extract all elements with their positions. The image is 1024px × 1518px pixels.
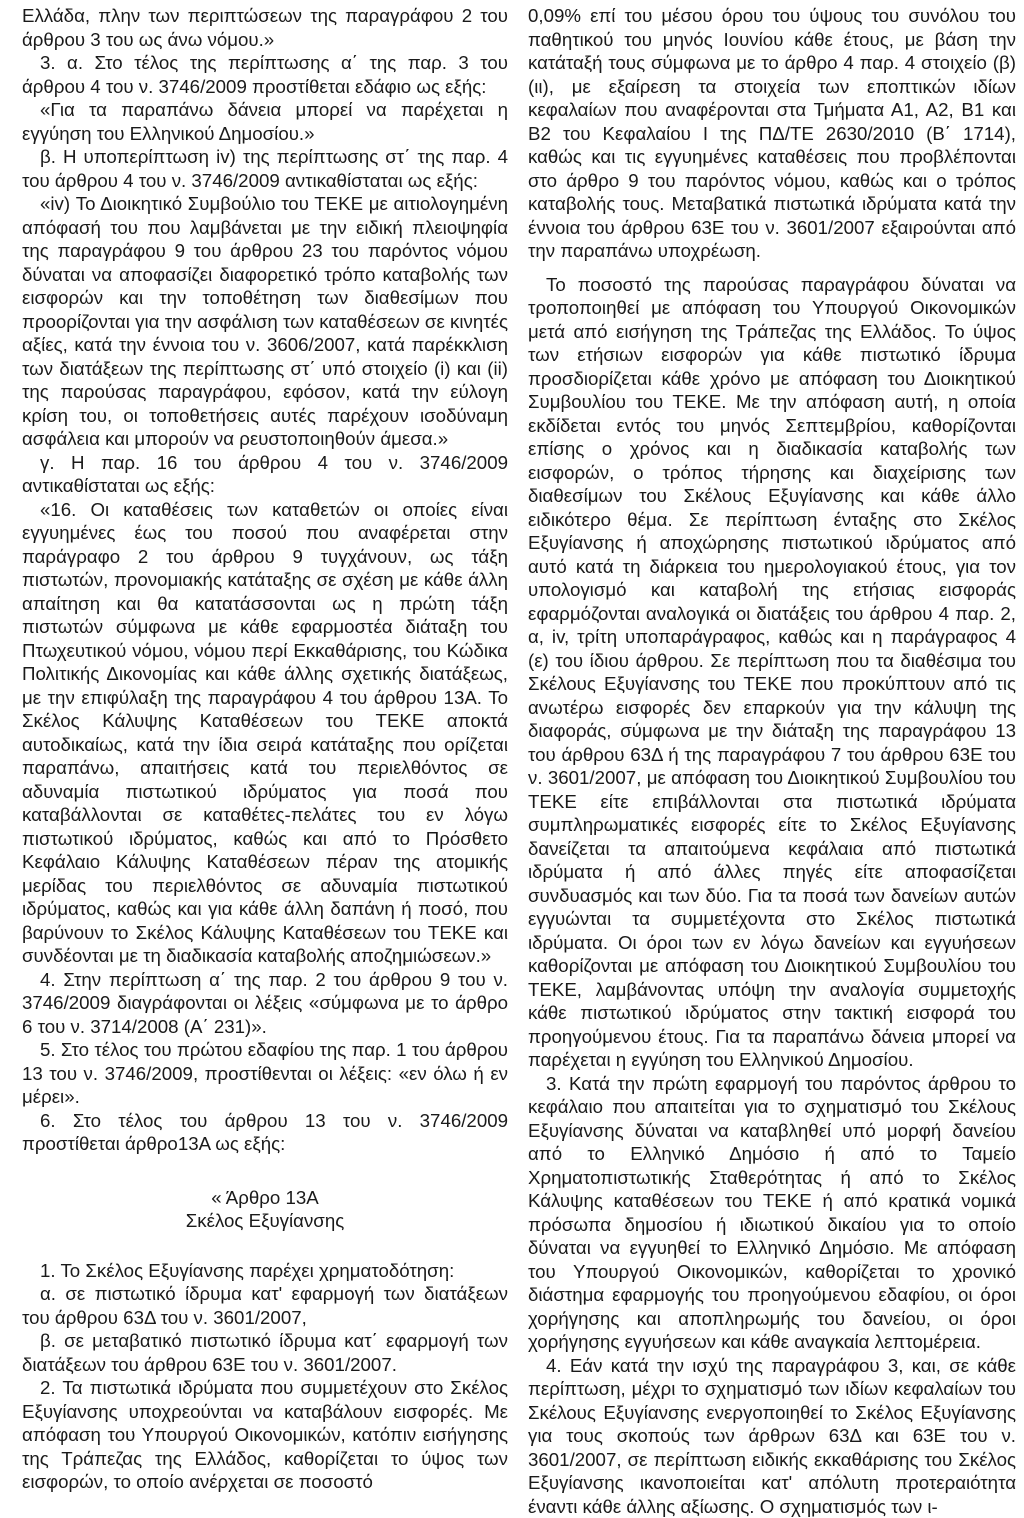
paragraph: 6. Στο τέλος του άρθρου 13 του ν. 3746/2009 προστίθεται άρθρο13Α ως εξής:	[22, 1109, 508, 1156]
paragraph: β. Η υποπερίπτωση iv) της περίπτωσης στ΄ της παρ. 4 του άρθρου 4 του ν. 3746/2009 αντικαθίσταται ως εξής:	[22, 145, 508, 192]
paragraph: 5. Στο τέλος του πρώτου εδαφίου της παρ. 1 του άρθρου 13 του ν. 3746/2009, προστίθενται οι λέξεις: «εν όλω ή εν μέρει».	[22, 1038, 508, 1109]
paragraph: γ. Η παρ. 16 του άρθρου 4 του ν. 3746/2009 αντικαθίσταται ως εξής:	[22, 451, 508, 498]
paragraph: 4. Εάν κατά την ισχύ της παραγράφου 3, και, σε κάθε περίπτωση, μέχρι το σχηματισμό των ιδίων κεφαλαίων του Σκέλους Εξυγίανσης ενεργοποιηθεί το Σκέλος Εξυγίανσης για τους σκοπούς των άρθρων 63Δ και 63Ε του ν. 3601/2007, σε περίπτωση ειδικής εκκαθάρισης του Σκέλος Εξυγίανσης ικανοποιείται κατ' απόλυτη προτεραιότητα έναντι κάθε άλλης αξίωσης. Ο σχηματισμός των ι-	[528, 1354, 1016, 1518]
paragraph: α. σε πιστωτικό ίδρυμα κατ' εφαρμογή των διατάξεων του άρθρου 63Δ του ν. 3601/2007,	[22, 1282, 508, 1329]
article-title: Σκέλος Εξυγίανσης	[22, 1209, 508, 1233]
paragraph: «iv) Το Διοικητικό Συμβούλιο του ΤΕΚΕ με αιτιολογημένη απόφασή του που λαμβάνεται με την ειδική πλειοψηφία της παραγράφου 9 του άρθρου 23 του παρόντος νόμου δύναται να αποφασίζει διαφορετικό τρόπο καταβολής των εισφορών και την τοποθέτηση των διαθεσίμων που προορίζονται για την ασφάλιση των καταθέσεων σε κινητές αξίες, κατά την έννοια του ν. 3606/2007, κατά παρέκκλιση των διατάξεων της περίπτωσης στ΄ υπό στοιχείο (i) και (ii) της παρούσας παραγράφου, εφόσον, κατά την εύλογη κρίση του, οι τοποθετήσεις αυτές παρέχουν ισοδύναμη ασφάλεια και μπορούν να ρευστοποιηθούν άμεσα.»	[22, 192, 508, 451]
paragraph: Ελλάδα, πλην των περιπτώσεων της παραγράφου 2 του άρθρου 3 του ως άνω νόμου.»	[22, 4, 508, 51]
paragraph: 2. Τα πιστωτικά ιδρύματα που συμμετέχουν στο Σκέλος Εξυγίανσης υποχρεούνται να καταβάλουν εισφορές. Με απόφαση του Υπουργού Οικονομικών, κατόπιν εισήγησης της Τράπεζας της Ελλάδος, καθορίζεται το ύψος των εισφορών, το οποίο ανέρχεται σε ποσοστό	[22, 1376, 508, 1494]
paragraph: Το ποσοστό της παρούσας παραγράφου δύναται να τροποποιηθεί με απόφαση του Υπουργού Οικονομικών μετά από εισήγηση της Τράπεζας της Ελλάδος. Το ύψος των ετήσιων εισφορών για κάθε πιστωτικό ίδρυμα προσδιορίζεται κάθε χρόνο με απόφαση του Διοικητικού Συμβουλίου του ΤΕΚΕ. Με την απόφαση αυτή, η οποία εκδίδεται εντός του μηνός Σεπτεμβρίου, καθορίζονται επίσης ο χρόνος και η διαδικασία καταβολής των εισφορών, ο τρόπος τήρησης και διαχείρισης των διαθεσίμων του Σκέλους Εξυγίανσης και κάθε άλλο ειδικότερο θέμα. Σε περίπτωση ένταξης στο Σκέλος Εξυγίανσης ή αποχώρησης πιστωτικού ιδρύματος από αυτό κατά τη διάρκεια του ημερολογιακού έτους, για τον υπολογισμό και καταβολή της ετήσιας εισφοράς εφαρμόζονται αναλογικά οι διατάξεις του άρθρου 4 παρ. 2, α, iv, τρίτη υποπαράγραφος, καθώς και η παράγραφος 4 (ε) του ίδιου άρθρου. Σε περίπτωση που τα διαθέσιμα του Σκέλους Εξυγίανσης του ΤΕΚΕ που προκύπτουν από τις ανωτέρω εισφορές δεν επαρκούν για την κάλυψη της διαφοράς, σύμφωνα με την διάταξη της παραγράφου 13 του άρθρου 63Δ ή της παραγράφου 7 του άρθρου 63Ε του ν. 3601/2007, με απόφαση του Διοικητικού Συμβουλίου του ΤΕΚΕ είτε επιβάλλονται στα πιστωτικά ιδρύματα συμπληρωματικές εισφορές είτε το Σκέλος Εξυγίανσης δανείζεται τα απαιτούμενα κεφάλαια από πιστωτικά ιδρύματα ή από άλλες πηγές είτε αποφασίζεται συνδυασμός και των δύο. Για τα ποσά των δανείων αυτών εγγυώνται τα συμμετέχοντα στο Σκέλος πιστωτικά ιδρύματα. Οι όροι των εν λόγω δανείων και εγγυήσεων καθορίζονται με απόφαση του Διοικητικού Συμβουλίου του ΤΕΚΕ, λαμβάνοντας υπόψη την αναλογία συμμετοχής κάθε πιστωτικού ιδρύματος στην τακτική εισφορά του προηγούμενου έτους. Για τα παραπάνω δάνεια μπορεί να παρέχεται η εγγύηση του Ελληνικού Δημοσίου.	[528, 273, 1016, 1072]
article-number: « Άρθρο 13Α	[22, 1186, 508, 1210]
right-column	[528, 4, 1016, 1518]
paragraph: 3. Κατά την πρώτη εφαρμογή του παρόντος άρθρου το κεφάλαιο που απαιτείται για το σχηματισμό του Σκέλους Εξυγίανσης δύναται να καταβληθεί υπό μορφή δανείου από το Ελληνικό Δημόσιο ή από το Ταμείο Χρηματοπιστωτικής Σταθερότητας ή από το Σκέλος Κάλυψης καταθέσεων του ΤΕΚΕ ή από κρατικά νομικά πρόσωπα δημοσίου ή ιδιωτικού δικαίου για το οποίο δύναται να εγγυηθεί το Ελληνικό Δημόσιο. Με απόφαση του Υπουργού Οικονομικών, καθορίζεται το χρονικό διάστημα εφαρμογής του προηγούμενου εδαφίου, οι όροι χορήγησης και αποπληρωμής του δανείου, οι όροι χορήγησης εγγυήσεων και κάθε αναγκαία λεπτομέρεια.	[528, 1072, 1016, 1354]
paragraph: 1. Το Σκέλος Εξυγίανσης παρέχει χρηματοδότηση:	[22, 1259, 508, 1283]
paragraph: «16. Οι καταθέσεις των καταθετών οι οποίες είναι εγγυημένες έως του ποσού που αναφέρεται στην παράγραφο 2 του άρθρου 9 τυγχάνουν, ως τάξη πιστωτών, προνομιακής κατάταξης σε σχέση με κάθε άλλη απαίτηση και θα κατατάσσονται ως η πρώτη τάξη πιστωτών σύμφωνα με κάθε εφαρμοστέα διάταξη του Πτωχευτικού νόμου, νόμου περί Εκκαθάρισης, του Κώδικα Πολιτικής Δικονομίας και κάθε άλλης σχετικής διατάξεως, με την επιφύλαξη της παραγράφου 4 του άρθρου 13Α. Το Σκέλος Κάλυψης Καταθέσεων του ΤΕΚΕ αποκτά αυτοδικαίως, κατά την ίδια σειρά κατάταξης που ορίζεται παραπάνω, απαιτήσεις κατά του περιελθόντος σε αδυναμία πιστωτικού ιδρύματος για ποσά που καταβάλλονται σε καταθέτες-πελάτες του εν λόγω πιστωτικού ιδρύματος, καθώς και από το Πρόσθετο Κεφάλαιο Κάλυψης Καταθέσεων πέραν της ατομικής μερίδας του περιελθόντος σε αδυναμία πιστωτικού ιδρύματος, καθώς και για κάθε άλλη δαπάνη ή ποσό, που βαρύνουν το Σκέλος Κάλυψης Καταθέσεων του ΤΕΚΕ και συνδέονται με τη διαδικασία καταβολής αποζημιώσεων.»	[22, 498, 508, 968]
paragraph: «Για τα παραπάνω δάνεια μπορεί να παρέχεται η εγγύηση του Ελληνικού Δημοσίου.»	[22, 98, 508, 145]
left-column	[22, 4, 508, 1494]
paragraph: 3. α. Στο τέλος της περίπτωσης α΄ της παρ. 3 του άρθρου 4 του ν. 3746/2009 προστίθεται εδάφιο ως εξής:	[22, 51, 508, 98]
paragraph: 0,09% επί του μέσου όρου του ύψους του συνόλου του παθητικού του μηνός Ιουνίου κάθε έτους, με βάση την κατάταξή τους σύμφωνα με το άρθρο 4 παρ. 4 στοιχείο (β) (ιι), με εξαίρεση τα στοιχεία των εποπτικών ιδίων κεφαλαίων που αναφέρονται στα Τμήματα Α1, Α2, Β1 και Β2 του Κεφαλαίου Ι της ΠΔ/ΤΕ 2630/2010 (Β΄ 1714), καθώς και τις εγγυημένες καταθέσεις που προβλέπονται στο άρθρο 9 του παρόντος νόμου, καθώς και ο τρόπος καταβολής τους. Μεταβατικά πιστωτικά ιδρύματα κατά την έννοια του άρθρου 63Ε του ν. 3601/2007 εξαιρούνται από την παραπάνω υποχρέωση.	[528, 4, 1016, 263]
paragraph: 4. Στην περίπτωση α΄ της παρ. 2 του άρθρου 9 του ν. 3746/2009 διαγράφονται οι λέξεις «σύμφωνα με το άρθρο 6 του ν. 3714/2008 (Α΄ 231)».	[22, 968, 508, 1039]
paragraph: β. σε μεταβατικό πιστωτικό ίδρυμα κατ΄ εφαρμογή των διατάξεων του άρθρου 63Ε του ν. 3601/2007.	[22, 1329, 508, 1376]
article-heading	[22, 1186, 508, 1233]
